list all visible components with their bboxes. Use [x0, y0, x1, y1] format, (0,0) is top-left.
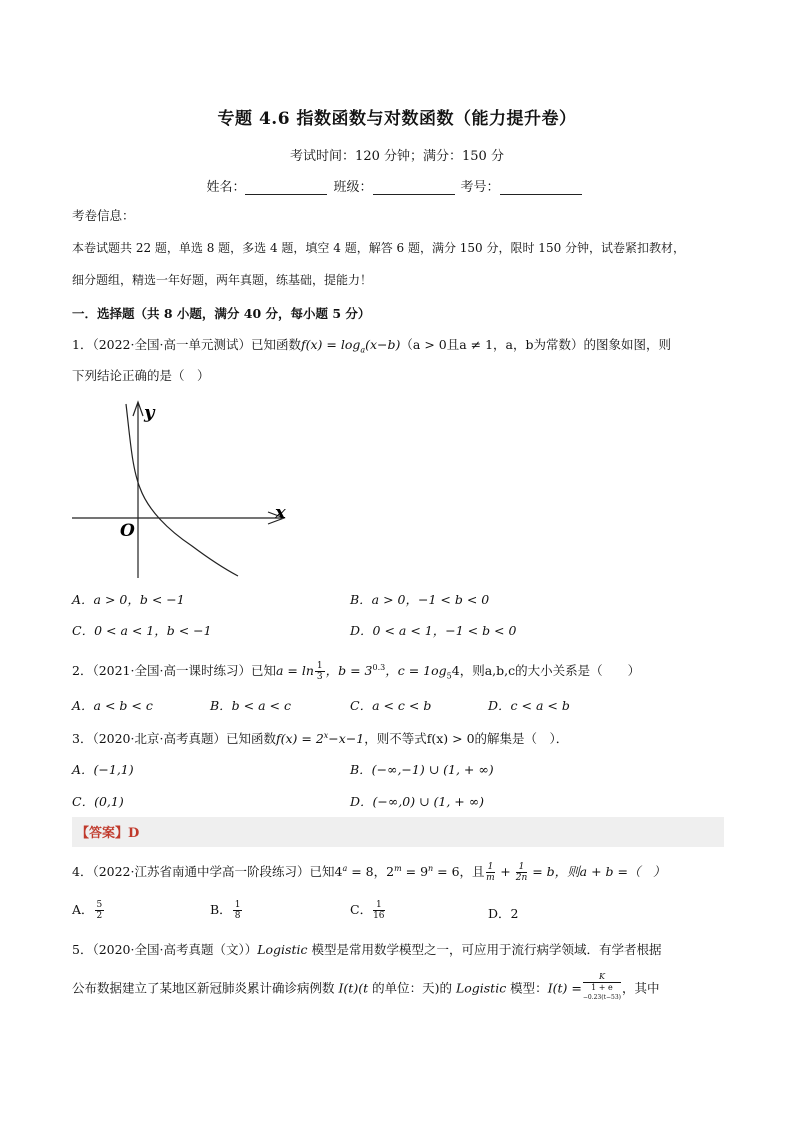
- number-blank[interactable]: [500, 181, 582, 195]
- q4-frac-2: [516, 862, 528, 883]
- q5-number: 5．: [72, 942, 93, 957]
- name-label: 姓名：: [206, 180, 246, 195]
- q2-source: （2021·全国·高一课时练习）已知: [92, 663, 276, 679]
- info-line-2: 细分题组，精选一年好题，两年真题，练基础，提能力！: [72, 273, 373, 287]
- x-axis-label: x: [275, 502, 286, 523]
- q4-frac-2-num: 1: [516, 862, 528, 873]
- q2-c: ，c = 1og: [385, 663, 447, 679]
- question-4: [72, 857, 666, 884]
- y-axis-label: y: [144, 402, 155, 423]
- question-5-line-1: [72, 938, 661, 962]
- student-info-row: [0, 176, 794, 195]
- q2-number: 2．: [72, 663, 93, 679]
- name-blank[interactable]: [245, 181, 327, 195]
- q5-logistic-1: Logistic: [257, 942, 308, 957]
- q2-a-fraction: [315, 661, 325, 682]
- q5-formula-den: 1 + e: [591, 983, 613, 992]
- q4-option-d[interactable]: D．2: [488, 906, 519, 921]
- q1-option-c[interactable]: C．0 < a < 1，b < −1: [72, 623, 212, 638]
- number-label: 考号：: [460, 180, 500, 195]
- q4-eq1: 4: [334, 864, 343, 880]
- q2-tail: 4，则a,b,c的大小关系是（ ）: [451, 663, 641, 679]
- q4-option-b-label: B．: [210, 902, 232, 917]
- q3-func-tail: −x−1: [328, 731, 365, 747]
- q4-option-b-den: 8: [234, 911, 241, 921]
- info-line-1: 本卷试题共 22 题，单选 8 题，多选 4 题，填空 4 题，解答 6 题，满分 150 分，限时 150 分钟，试卷紧扣教材，: [72, 241, 686, 255]
- q3-func: f(x) = 2: [275, 731, 324, 747]
- q1-func-base: a: [360, 345, 366, 355]
- q4-frac-2-den: 2n: [515, 873, 528, 884]
- q1-source: （2022·全国·高一单元测试）已知函数: [92, 337, 301, 352]
- q5-formula-lhs: I(t) =: [547, 980, 582, 996]
- q5-line-2-a: 公布数据建立了某地区新冠肺炎累计确诊病例数: [72, 980, 339, 996]
- q5-it: I(t)(t: [338, 980, 369, 996]
- q3-source: （2020·北京·高考真题）已知函数: [92, 731, 276, 747]
- q4-option-c-frac: [373, 900, 384, 921]
- q1-option-b[interactable]: B．a > 0，−1 < b < 0: [350, 592, 490, 607]
- log-curve: [126, 404, 238, 576]
- exam-time: 考试时间：120 分钟；满分：150 分: [290, 149, 504, 164]
- q2-option-c[interactable]: C．a < c < b: [350, 698, 432, 713]
- q5-line-2-d: ，其中: [622, 980, 660, 996]
- q4-option-b-num: 1: [234, 900, 241, 910]
- q4-option-a-num: 5: [96, 900, 103, 910]
- q5-line-2-b: 的单位：天)的: [368, 980, 456, 996]
- q3-tail: ，则不等式f(x) > 0的解集是（ ）．: [364, 731, 569, 747]
- q5-formula-exp: −0.23(t−53): [582, 994, 622, 1001]
- q1-number: 1．: [72, 337, 93, 352]
- q4-frac-1-num: 1: [487, 862, 494, 873]
- q4-option-b-frac: [233, 900, 243, 921]
- q3-option-b[interactable]: B．(−∞,−1) ∪ (1, + ∞): [350, 762, 494, 777]
- q4-number: 4．: [72, 864, 93, 880]
- section-heading: 一．选择题（共 8 小题，满分 40 分，每小题 5 分）: [72, 306, 371, 321]
- q1-func: f(x) = log: [300, 337, 361, 352]
- q1-graph: [68, 398, 298, 580]
- q4-eq1-exp: a: [342, 864, 348, 873]
- question-1-line-2: 下列结论正确的是（ ）: [72, 368, 210, 383]
- q4-frac-1-den: m: [486, 873, 495, 884]
- q2-a-frac-num: 1: [316, 661, 323, 672]
- q4-option-a-frac: [95, 900, 105, 921]
- q4-tail: = b，则a + b =（ ）: [528, 864, 666, 880]
- q5-logistic-2: Logistic: [455, 980, 507, 996]
- q2-option-d[interactable]: D．c < a < b: [488, 698, 570, 713]
- q4-option-a-den: 2: [96, 911, 103, 921]
- q1-option-d[interactable]: D．0 < a < 1，−1 < b < 0: [350, 623, 517, 638]
- q3-answer: [76, 822, 139, 841]
- q1-func-arg: (x−b): [365, 337, 401, 352]
- class-blank[interactable]: [373, 181, 455, 195]
- q4-eq2-mid: = 9: [401, 864, 429, 880]
- q4-option-c-num: 1: [373, 900, 384, 911]
- answer-bar: [72, 817, 724, 847]
- q2-b: ，b = 3: [325, 663, 373, 679]
- q1-condition: （a > 0且a ≠ 1，a，b为常数）的图象如图，则: [400, 337, 672, 352]
- q4-eq3-exp: n: [428, 864, 434, 873]
- q4-option-a[interactable]: [72, 900, 105, 921]
- q4-frac-1: [486, 862, 496, 883]
- info-heading: 考卷信息：: [72, 208, 135, 223]
- q4-option-b[interactable]: [210, 900, 243, 921]
- page-title: 专题 4.6 指数函数与对数函数（能力提升卷）: [217, 109, 577, 129]
- q4-eq3-tail: = 6，且: [433, 864, 485, 880]
- q4-eq1-tail: = 8，2: [347, 864, 395, 880]
- q4-plus: +: [496, 864, 515, 880]
- q4-option-c-label: C．: [350, 902, 373, 917]
- q2-c-base: 5: [446, 671, 452, 681]
- question-3: [72, 724, 568, 751]
- q2-b-exp: 0.3: [372, 663, 386, 672]
- q1-option-a[interactable]: A．a > 0，b < −1: [72, 592, 185, 607]
- q5-formula-frac: [583, 972, 621, 1006]
- q5-line-2-c: 模型：: [506, 980, 548, 996]
- class-label: 班级：: [333, 180, 373, 195]
- q4-option-c[interactable]: [350, 900, 386, 921]
- answer-label: 【答案】: [76, 826, 129, 841]
- q3-option-c[interactable]: C．(0,1): [72, 794, 124, 809]
- origin-label: O: [120, 521, 135, 541]
- q4-source: （2022·江苏省南通中学高一阶段练习）已知: [92, 864, 335, 880]
- q5-formula-num: K: [583, 972, 621, 983]
- q4-option-c-den: 16: [373, 911, 385, 921]
- answer-value: D: [128, 826, 140, 841]
- q2-option-a[interactable]: A．a < b < c: [72, 698, 153, 713]
- q5-source: （2020·全国·高考真题（文））: [92, 942, 258, 957]
- question-5-line-2: [72, 972, 660, 1006]
- q3-number: 3．: [72, 731, 93, 747]
- q3-option-a[interactable]: A．(−1,1): [72, 762, 134, 777]
- q5-formula-den-wrap: [583, 983, 621, 1006]
- q5-line-1-text: 模型是常用数学模型之一，可应用于流行病学领域．有学者根据: [307, 942, 662, 957]
- q2-a-frac-den: 3: [316, 672, 323, 683]
- question-2: [72, 656, 640, 689]
- q4-option-a-label: A．: [72, 902, 94, 917]
- q2-option-b[interactable]: B．b < a < c: [210, 698, 291, 713]
- q2-a: a = ln: [275, 663, 314, 679]
- q3-func-exp: x: [323, 731, 329, 740]
- question-1-line-1: [72, 333, 671, 363]
- q3-option-d[interactable]: D．(−∞,0) ∪ (1, + ∞): [350, 794, 485, 809]
- q4-eq2-exp: m: [394, 864, 402, 873]
